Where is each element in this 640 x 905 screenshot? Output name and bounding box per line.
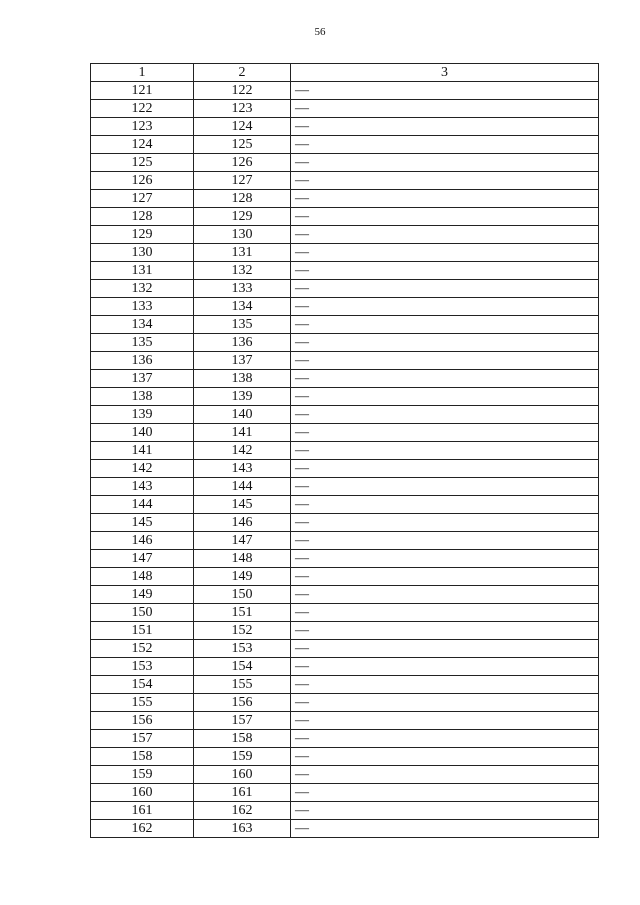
cell-col-2: 136	[194, 334, 291, 352]
cell-col-1: 149	[91, 586, 194, 604]
cell-col-1: 150	[91, 604, 194, 622]
table-row	[91, 298, 599, 316]
table-row	[91, 586, 599, 604]
cell-col-2: 145	[194, 496, 291, 514]
table-row	[91, 748, 599, 766]
cell-col-3: —	[291, 154, 599, 172]
table-body	[91, 82, 599, 838]
table-row	[91, 244, 599, 262]
table-row	[91, 676, 599, 694]
table-row	[91, 136, 599, 154]
cell-col-1: 162	[91, 820, 194, 838]
cell-col-2: 143	[194, 460, 291, 478]
cell-col-3: —	[291, 172, 599, 190]
cell-col-2: 158	[194, 730, 291, 748]
cell-col-2: 125	[194, 136, 291, 154]
cell-col-1: 127	[91, 190, 194, 208]
cell-col-2: 144	[194, 478, 291, 496]
cell-col-1: 151	[91, 622, 194, 640]
cell-col-3: —	[291, 82, 599, 100]
cell-col-3: —	[291, 370, 599, 388]
cell-col-2: 163	[194, 820, 291, 838]
table-row	[91, 712, 599, 730]
cell-col-2: 141	[194, 424, 291, 442]
cell-col-3: —	[291, 640, 599, 658]
cell-col-2: 155	[194, 676, 291, 694]
cell-col-3: —	[291, 766, 599, 784]
cell-col-1: 160	[91, 784, 194, 802]
table-row	[91, 226, 599, 244]
cell-col-1: 131	[91, 262, 194, 280]
table-row	[91, 460, 599, 478]
table-row	[91, 280, 599, 298]
table-row	[91, 478, 599, 496]
cell-col-3: —	[291, 442, 599, 460]
cell-col-2: 153	[194, 640, 291, 658]
cell-col-2: 162	[194, 802, 291, 820]
cell-col-2: 124	[194, 118, 291, 136]
cell-col-1: 124	[91, 136, 194, 154]
cell-col-1: 156	[91, 712, 194, 730]
table-row	[91, 640, 599, 658]
cell-col-3: —	[291, 226, 599, 244]
cell-col-1: 129	[91, 226, 194, 244]
cell-col-1: 157	[91, 730, 194, 748]
cell-col-1: 158	[91, 748, 194, 766]
table-row	[91, 766, 599, 784]
cell-col-3: —	[291, 568, 599, 586]
cell-col-3: —	[291, 334, 599, 352]
cell-col-2: 154	[194, 658, 291, 676]
cell-col-2: 146	[194, 514, 291, 532]
cell-col-1: 148	[91, 568, 194, 586]
cell-col-2: 123	[194, 100, 291, 118]
cell-col-2: 150	[194, 586, 291, 604]
table-row	[91, 550, 599, 568]
cell-col-1: 123	[91, 118, 194, 136]
cell-col-3: —	[291, 190, 599, 208]
cell-col-2: 156	[194, 694, 291, 712]
table-row	[91, 820, 599, 838]
cell-col-3: —	[291, 406, 599, 424]
cell-col-1: 133	[91, 298, 194, 316]
cell-col-3: —	[291, 244, 599, 262]
cell-col-1: 141	[91, 442, 194, 460]
cell-col-3: —	[291, 280, 599, 298]
table-row	[91, 694, 599, 712]
table-row	[91, 802, 599, 820]
cell-col-2: 147	[194, 532, 291, 550]
table-row	[91, 352, 599, 370]
cell-col-3: —	[291, 586, 599, 604]
table-row	[91, 82, 599, 100]
table-row	[91, 442, 599, 460]
cell-col-3: —	[291, 208, 599, 226]
cell-col-3: —	[291, 658, 599, 676]
cell-col-2: 148	[194, 550, 291, 568]
cell-col-1: 135	[91, 334, 194, 352]
cell-col-2: 157	[194, 712, 291, 730]
table-row	[91, 658, 599, 676]
cell-col-2: 161	[194, 784, 291, 802]
cell-col-1: 139	[91, 406, 194, 424]
cell-col-3: —	[291, 496, 599, 514]
page-number: 56	[314, 26, 326, 38]
data-table-container	[90, 63, 598, 838]
table-row	[91, 622, 599, 640]
cell-col-1: 137	[91, 370, 194, 388]
table-row	[91, 334, 599, 352]
cell-col-3: —	[291, 298, 599, 316]
table-row	[91, 190, 599, 208]
cell-col-3: —	[291, 478, 599, 496]
cell-col-3: —	[291, 676, 599, 694]
cell-col-2: 131	[194, 244, 291, 262]
cell-col-2: 142	[194, 442, 291, 460]
table-header-row	[91, 64, 599, 82]
cell-col-1: 161	[91, 802, 194, 820]
table-row	[91, 496, 599, 514]
cell-col-1: 152	[91, 640, 194, 658]
table-row	[91, 514, 599, 532]
table-row	[91, 154, 599, 172]
cell-col-1: 130	[91, 244, 194, 262]
cell-col-1: 122	[91, 100, 194, 118]
cell-col-1: 143	[91, 478, 194, 496]
cell-col-2: 130	[194, 226, 291, 244]
cell-col-3: —	[291, 424, 599, 442]
table-row	[91, 388, 599, 406]
cell-col-1: 121	[91, 82, 194, 100]
table-row	[91, 532, 599, 550]
cell-col-1: 126	[91, 172, 194, 190]
column-header-3: 3	[291, 64, 599, 82]
cell-col-1: 155	[91, 694, 194, 712]
cell-col-2: 132	[194, 262, 291, 280]
cell-col-2: 151	[194, 604, 291, 622]
cell-col-3: —	[291, 514, 599, 532]
cell-col-2: 149	[194, 568, 291, 586]
table-row	[91, 784, 599, 802]
cell-col-3: —	[291, 694, 599, 712]
cell-col-3: —	[291, 712, 599, 730]
cell-col-3: —	[291, 100, 599, 118]
table-row	[91, 730, 599, 748]
table-row	[91, 316, 599, 334]
cell-col-1: 134	[91, 316, 194, 334]
cell-col-2: 137	[194, 352, 291, 370]
table-row	[91, 406, 599, 424]
cell-col-1: 128	[91, 208, 194, 226]
cell-col-1: 154	[91, 676, 194, 694]
cell-col-3: —	[291, 730, 599, 748]
cell-col-1: 136	[91, 352, 194, 370]
table-row	[91, 262, 599, 280]
cell-col-1: 125	[91, 154, 194, 172]
cell-col-3: —	[291, 802, 599, 820]
table-row	[91, 424, 599, 442]
cell-col-2: 159	[194, 748, 291, 766]
cell-col-2: 122	[194, 82, 291, 100]
data-table	[90, 63, 599, 838]
cell-col-1: 140	[91, 424, 194, 442]
cell-col-2: 160	[194, 766, 291, 784]
cell-col-1: 138	[91, 388, 194, 406]
cell-col-2: 138	[194, 370, 291, 388]
cell-col-2: 134	[194, 298, 291, 316]
column-header-1: 1	[91, 64, 194, 82]
cell-col-3: —	[291, 604, 599, 622]
cell-col-2: 135	[194, 316, 291, 334]
table-row	[91, 568, 599, 586]
cell-col-2: 129	[194, 208, 291, 226]
cell-col-3: —	[291, 748, 599, 766]
cell-col-1: 146	[91, 532, 194, 550]
cell-col-3: —	[291, 352, 599, 370]
cell-col-2: 139	[194, 388, 291, 406]
cell-col-2: 152	[194, 622, 291, 640]
cell-col-1: 142	[91, 460, 194, 478]
cell-col-1: 144	[91, 496, 194, 514]
cell-col-1: 132	[91, 280, 194, 298]
cell-col-3: —	[291, 118, 599, 136]
cell-col-1: 147	[91, 550, 194, 568]
cell-col-3: —	[291, 820, 599, 838]
cell-col-3: —	[291, 532, 599, 550]
cell-col-1: 159	[91, 766, 194, 784]
cell-col-3: —	[291, 460, 599, 478]
cell-col-3: —	[291, 622, 599, 640]
table-row	[91, 100, 599, 118]
cell-col-2: 127	[194, 172, 291, 190]
cell-col-1: 153	[91, 658, 194, 676]
cell-col-3: —	[291, 550, 599, 568]
cell-col-2: 133	[194, 280, 291, 298]
cell-col-2: 126	[194, 154, 291, 172]
table-row	[91, 118, 599, 136]
cell-col-2: 128	[194, 190, 291, 208]
table-row	[91, 370, 599, 388]
cell-col-3: —	[291, 784, 599, 802]
cell-col-3: —	[291, 316, 599, 334]
table-row	[91, 172, 599, 190]
cell-col-3: —	[291, 136, 599, 154]
table-row	[91, 604, 599, 622]
cell-col-2: 140	[194, 406, 291, 424]
cell-col-1: 145	[91, 514, 194, 532]
table-row	[91, 208, 599, 226]
cell-col-3: —	[291, 262, 599, 280]
cell-col-3: —	[291, 388, 599, 406]
column-header-2: 2	[194, 64, 291, 82]
